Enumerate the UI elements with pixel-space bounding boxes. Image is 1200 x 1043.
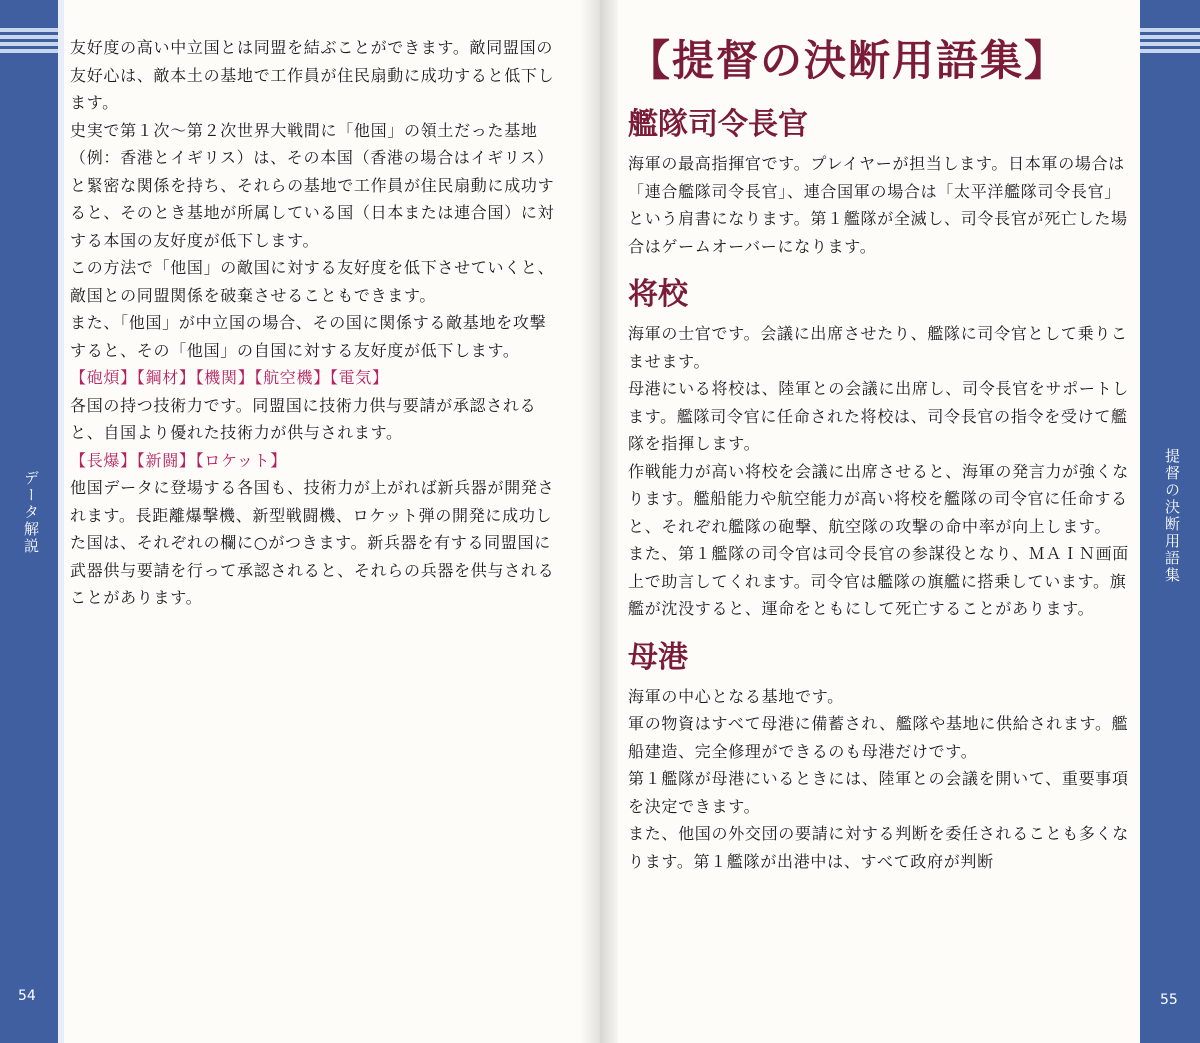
book-gutter [580, 0, 620, 1043]
paragraph: 他国データに登場する各国も、技術力が上がれば新兵器が開発されます。長距離爆撃機、新型戦闘機、ロケット弾の開発に成功した国は、それぞれの欄に○がつきます。新兵器を有する同盟国に武器供与要請を行って承認されると、それらの兵器を供与されることがあります。 [70, 478, 555, 607]
term-paragraph: 母港にいる将校は、陸軍との会議に出席し、司令長官をサポートします。艦隊司令官に任命された将校は、司令長官の指令を受けて艦隊を指揮します。 [628, 379, 1130, 453]
paragraph: この方法で「他国」の敵国に対する友好度を低下させていくと、敵国との同盟関係を破棄させることもできます。 [70, 258, 555, 305]
term-heading: 母港 [628, 639, 688, 675]
term-heading: 艦隊司令長官 [628, 107, 808, 142]
term-paragraph: 軍の物資はすべて母港に備蓄され、艦隊や基地に供給されます。艦船建造、完全修理ができるのも母港だけです。 [628, 714, 1129, 761]
strip-decoration [1140, 28, 1200, 56]
left-section-label: データ解説 [22, 470, 40, 555]
right-page [618, 0, 1200, 1043]
right-side-strip [1140, 0, 1200, 1043]
paragraph: 史実で第１次〜第２次世界大戦間に「他国」の領土だった基地（例：香港とイギリス）は、その本国（香港の場合はイギリス）と緊密な関係を持ち、それらの基地で工作員が住民扇動に成功すると、そのとき基地が所属している国（日本または連合国）に対する本国の友好度が低下します。 [70, 120, 555, 250]
paragraph: 各国の持つ技術力です。同盟国に技術力供与要請が承認されると、自国より優れた技術力が供与されます。 [70, 395, 537, 442]
term-paragraph: 海軍の中心となる基地です。 [628, 686, 844, 706]
left-body-text [70, 34, 562, 612]
paragraph: 友好度の高い中立国とは同盟を結ぶことができます。敵同盟国の友好心は、敵本土の基地で工作員が住民扇動に成功すると低下します。 [70, 38, 555, 112]
strip-decoration [0, 28, 58, 56]
paragraph: また、「他国」が中立国の場合、その国に関係する敵基地を攻撃すると、その「他国」の自国に対する友好度が低下します。 [70, 313, 547, 360]
term-paragraph: 海軍の最高指揮官です。プレイヤーが担当します。日本軍の場合は「連合艦隊司令長官」、連合国軍の場合は「太平洋艦隊司令長官」という肩書になります。第１艦隊が全滅し、司令長官が死亡した場合はゲームオーバーになります。 [628, 154, 1128, 256]
strip-divider [58, 0, 64, 1043]
term-paragraph: また、第１艦隊の司令官は司令長官の参謀役となり、ＭＡＩＮ画面上で助言してくれます。司令官は艦隊の旗艦に搭乗しています。旗艦が沈没すると、運命をともにして死亡することがあります。 [628, 544, 1130, 618]
term-paragraph: 作戦能力が高い将校を会議に出席させると、海軍の発言力が強くなります。艦船能力や航空能力が高い将校を艦隊の司令官に任命すると、それぞれ艦隊の砲撃、航空隊の攻撃の命中率が向上します。 [628, 461, 1130, 536]
tech-tags: 【砲煩】【鋼材】【機関】【航空機】【電気】 [70, 368, 389, 387]
weapon-tags: 【長爆】【新闘】【ロケット】 [70, 450, 288, 470]
term-heading: 将校 [628, 277, 688, 312]
page-number-right: 55 [1160, 992, 1178, 1008]
right-body [628, 30, 1132, 875]
glossary-title: 【提督の決断用語集】 [628, 36, 1069, 85]
left-side-strip [0, 0, 58, 1043]
term-paragraph: 第１艦隊が母港にいるときには、陸軍との会議を開いて、重要事項を決定できます。 [628, 769, 1129, 816]
term-paragraph: 海軍の士官です。会議に出席させたり、艦隊に司令官として乗りこませます。 [628, 324, 1128, 371]
term-paragraph: また、他国の外交団の要請に対する判断を委任されることも多くなります。第１艦隊が出港中は、すべて政府が判断 [628, 824, 1130, 871]
right-section-label: 提督の決断用語集 [1163, 448, 1181, 584]
page-number-left: 54 [18, 988, 36, 1004]
